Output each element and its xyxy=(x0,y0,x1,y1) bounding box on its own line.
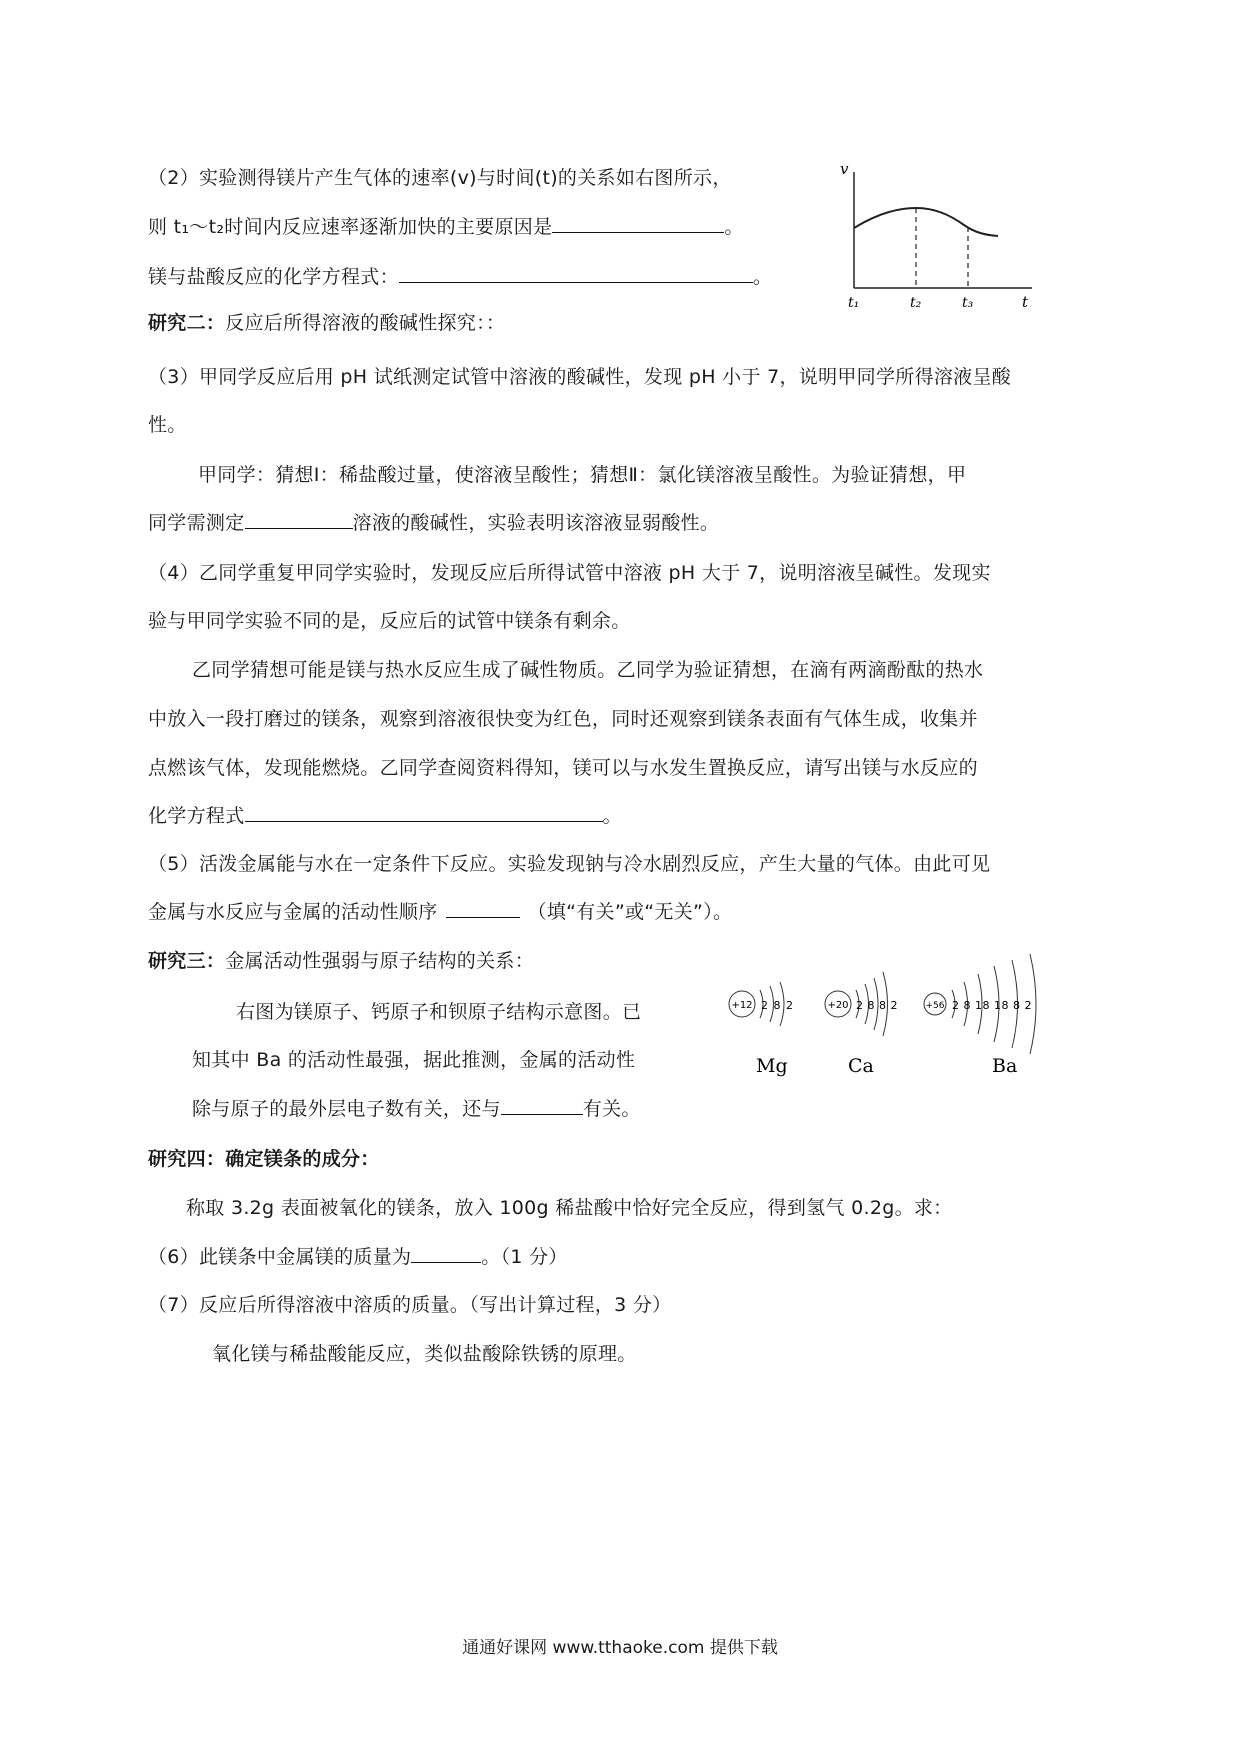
q2-line2-end: 。 xyxy=(724,216,744,238)
q3-line4-end: 溶液的酸碱性，实验表明该溶液显弱酸性。 xyxy=(352,512,720,534)
q7-line: （7）反应后所得溶液中溶质的质量。（写出计算过程，3 分） xyxy=(148,1294,672,1316)
study2-title: 研究二： xyxy=(148,312,226,334)
study3-line3-end: 有关。 xyxy=(582,1098,641,1120)
q5-line2-text: 金属与水反应与金属的活动性顺序 xyxy=(148,901,438,923)
q2-line3-text: 镁与盐酸反应的化学方程式： xyxy=(148,266,399,288)
study3-line3-text: 除与原子的最外层电子数有关，还与 xyxy=(192,1098,501,1120)
page-footer: 通通好课网 www.tthaoke.com 提供下载 xyxy=(462,1638,778,1658)
mg-nucleus-charge: +12 xyxy=(731,1000,753,1011)
q4-line2: 验与甲同学实验不同的是，反应后的试管中镁条有剩余。 xyxy=(148,610,631,632)
q2-line3-end: 。 xyxy=(752,266,773,288)
q6-end: 。（1 分） xyxy=(481,1246,568,1268)
answer-blank-mg-mass[interactable] xyxy=(411,1244,481,1263)
q2-line1: （2）实验测得镁片产生气体的速率(v)与时间(t)的关系如右图所示， xyxy=(148,167,732,189)
answer-blank-mg-hcl-equation[interactable] xyxy=(399,264,753,283)
ba-nucleus-charge: +56 xyxy=(925,1001,945,1011)
study3-heading xyxy=(148,946,534,973)
q4-line6-end: 。 xyxy=(602,805,622,827)
q4-line4: 中放入一段打磨过的镁条，观察到溶液很快变为红色，同时还观察到镁条表面有气体生成，收集并 xyxy=(148,708,978,730)
study4-heading: 研究四：确定镁条的成分： xyxy=(148,1148,380,1170)
rate-time-graph xyxy=(840,160,1040,310)
study3-text: 金属活动性强弱与原子结构的关系： xyxy=(225,950,535,972)
study3-title: 研究三： xyxy=(148,950,226,972)
mg-label: Mg xyxy=(756,1055,788,1077)
q3-line3: 甲同学：猜想Ⅰ：稀盐酸过量，使溶液呈酸性；猜想Ⅱ：氯化镁溶液呈酸性。为验证猜想，甲 xyxy=(198,464,967,486)
study2-heading xyxy=(148,308,505,335)
graph-t1-label: t₁ xyxy=(848,295,860,310)
study4-line1: 称取 3.2g 表面被氧化的镁条，放入 100g 稀盐酸中恰好完全反应，得到氢气 0.2g。求： xyxy=(186,1197,953,1219)
graph-t2-label: t₂ xyxy=(910,295,922,310)
q2-line2 xyxy=(148,212,744,239)
q6-line xyxy=(148,1242,568,1269)
q4-line5: 点燃该气体，发现能燃烧。乙同学查阅资料得知，镁可以与水发生置换反应，请写出镁与水反应的 xyxy=(148,757,978,779)
q5-line2 xyxy=(148,897,732,924)
ca-label: Ca xyxy=(848,1055,874,1077)
mg-shell-electrons: 2 8 2 xyxy=(761,999,794,1012)
ca-shell-electrons: 2 8 8 2 xyxy=(856,999,898,1012)
study4-note: 氧化镁与稀盐酸能反应，类似盐酸除铁锈的原理。 xyxy=(212,1343,637,1365)
q4-line6-text: 化学方程式 xyxy=(148,805,245,827)
answer-blank-related[interactable] xyxy=(446,899,520,918)
study3-line2: 知其中 Ba 的活动性最强，据此推测，金属的活动性 xyxy=(192,1049,636,1071)
q4-line6 xyxy=(148,801,622,828)
study3-line1: 右图为镁原子、钙原子和钡原子结构示意图。已 xyxy=(236,1001,642,1023)
ca-nucleus-charge: +20 xyxy=(827,1000,849,1011)
ba-atom xyxy=(924,954,1036,1077)
answer-blank-rate-reason[interactable] xyxy=(552,214,724,233)
answer-blank-factor[interactable] xyxy=(501,1096,583,1115)
answer-blank-mg-water-equation[interactable] xyxy=(245,803,603,822)
graph-rate-curve xyxy=(854,208,998,236)
q3-line4-text: 同学需测定 xyxy=(148,512,245,534)
graph-v-label: v xyxy=(840,160,849,178)
q6-text: （6）此镁条中金属镁的质量为 xyxy=(148,1246,412,1268)
graph-t3-label: t₃ xyxy=(962,295,974,310)
q2-line3 xyxy=(148,262,772,289)
mg-atom xyxy=(729,982,794,1077)
answer-blank-solution[interactable] xyxy=(245,510,353,529)
study2-text: 反应后所得溶液的酸碱性探究：： xyxy=(225,312,506,334)
q2-line2-text: 则 t₁～t₂时间内反应速率逐渐加快的主要原因是 xyxy=(148,216,553,238)
q3-line1: （3）甲同学反应后用 pH 试纸测定试管中溶液的酸碱性，发现 pH 小于 7，说明甲同学所得溶液呈酸 xyxy=(148,366,1012,388)
ba-shell-electrons: 2 8 18 18 8 2 xyxy=(952,999,1032,1012)
q5-line1: （5）活泼金属能与水在一定条件下反应。实验发现钠与冷水剧烈反应，产生大量的气体。由此可见 xyxy=(148,853,991,875)
q3-line4 xyxy=(148,508,719,535)
study3-line3 xyxy=(192,1094,641,1121)
ba-label: Ba xyxy=(992,1055,1018,1077)
graph-t-label: t xyxy=(1022,293,1029,310)
q3-line2: 性。 xyxy=(148,414,187,436)
ca-atom xyxy=(825,972,898,1077)
q4-line1: （4）乙同学重复甲同学实验时，发现反应后所得试管中溶液 pH 大于 7，说明溶液呈碱性。发现实 xyxy=(148,562,991,584)
q4-line3: 乙同学猜想可能是镁与热水反应生成了碱性物质。乙同学为验证猜想，在滴有两滴酚酞的热水 xyxy=(192,659,984,681)
atomic-structure-diagram xyxy=(720,950,1080,1100)
q5-line2-end: （填“有关”或“无关”）。 xyxy=(527,901,733,923)
